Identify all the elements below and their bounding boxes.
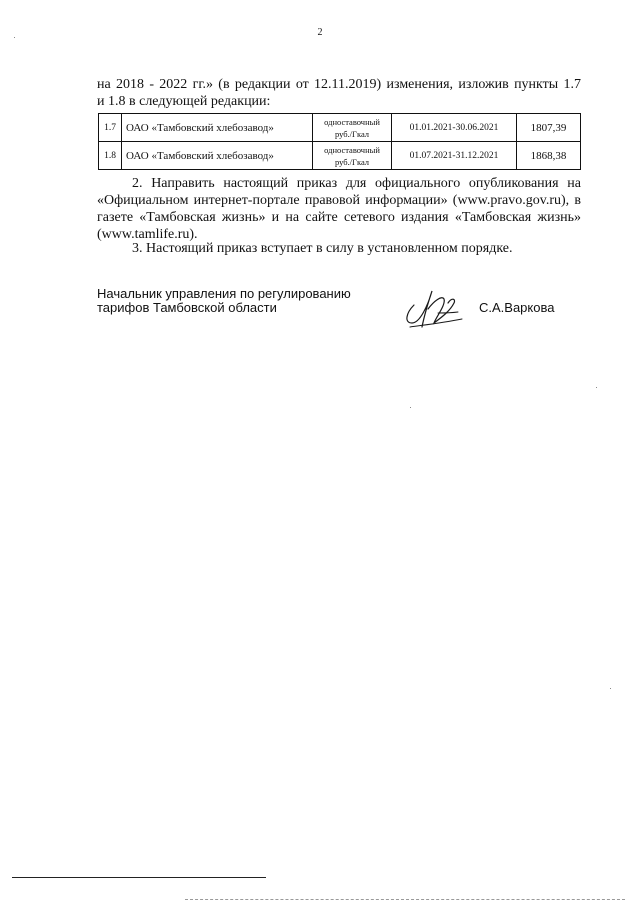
paragraph-publication: 2. Направить настоящий приказ для официального опубликования на «Официальном интернет-портале правовой информации» (www.pravo.gov.ru), в газете «Тамбовская жизнь» и на сайте сетевого издания «Тамбовская жизнь» (www.tamlife.ru). [97, 176, 581, 242]
period-cell: 01.01.2021-30.06.2021 [392, 114, 517, 142]
unit-type: одноставочный [324, 144, 380, 155]
signatory-title-line-1: Начальник управления по регулированию [97, 286, 351, 301]
unit-measure: руб./Гкал [334, 128, 370, 139]
handwritten-signature [398, 283, 468, 331]
organization-cell: ОАО «Тамбовский хлебозавод» [122, 142, 313, 170]
scan-speck [596, 387, 597, 388]
unit-measure: руб./Гкал [334, 156, 370, 167]
signatory-title [97, 287, 351, 315]
organization-cell: ОАО «Тамбовский хлебозавод» [122, 114, 313, 142]
signatory-title-line-2: тарифов Тамбовской области [97, 300, 277, 315]
row-number: 1.8 [99, 142, 122, 170]
unit-cell [313, 114, 392, 142]
table-row [99, 142, 581, 170]
tariff-table [98, 113, 581, 170]
price-cell: 1807,39 [517, 114, 581, 142]
page-number: 2 [317, 27, 323, 38]
row-number: 1.7 [99, 114, 122, 142]
period-cell: 01.07.2021-31.12.2021 [392, 142, 517, 170]
signatory-name: С.А.Варкова [479, 300, 555, 315]
scan-speck [410, 407, 411, 408]
scan-artifact-line [185, 899, 625, 900]
unit-type: одноставочный [324, 116, 380, 127]
scan-speck [14, 37, 15, 38]
paragraph-effect: 3. Настоящий приказ вступает в силу в установленном порядке. [132, 241, 513, 256]
scan-speck [610, 688, 611, 689]
intro-line-1: на 2018 - 2022 гг.» (в редакции от 12.11.2019) изменения, изложив пункты 1.7 [97, 77, 581, 92]
price-cell: 1868,38 [517, 142, 581, 170]
intro-text [97, 76, 581, 110]
intro-line-2: и 1.8 в следующей редакции: [97, 94, 271, 109]
footnote-divider [12, 877, 266, 878]
unit-cell [313, 142, 392, 170]
table-row [99, 114, 581, 142]
